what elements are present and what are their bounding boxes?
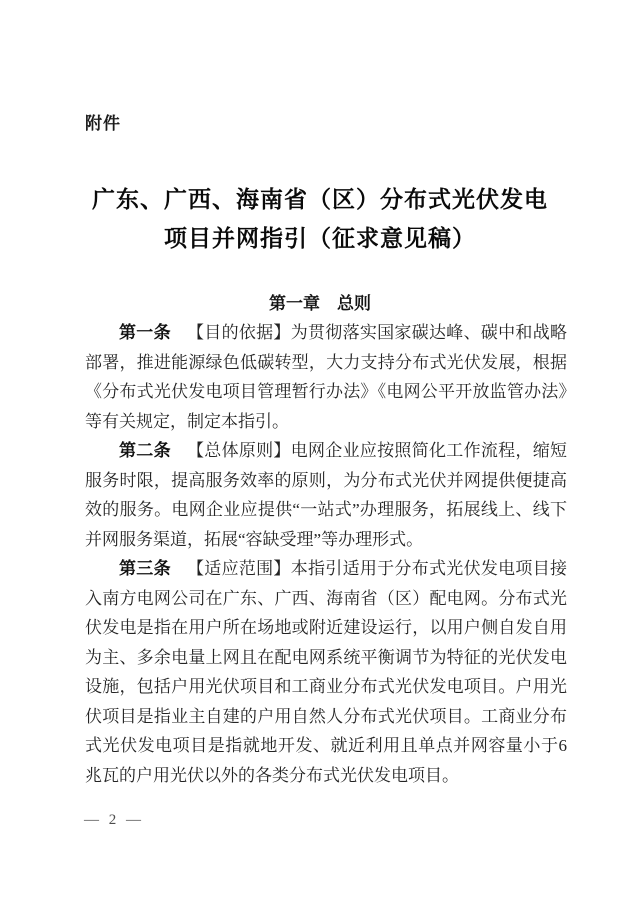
article-body	[85, 318, 567, 790]
article-3-text: 【适应范围】本指引适用于分布式光伏发电项目接入南方电网公司在广东、广西、海南省（区）配电网。分布式光伏发电是指在用户所在场地或附近建设运行，以用户侧自发自用为主、多余电量上网且在配电网系统平衡调节为特征的光伏发电设施，包括户用光伏项目和工商业分布式光伏发电项目。户用光伏项目是指业主自建的户用自然人分布式光伏项目。工商业分布式光伏发电项目是指就地开发、就近利用且单点并网容量小于6兆瓦的户用光伏以外的各类分布式光伏发电项目。	[85, 559, 568, 785]
attachment-label: 附件	[85, 114, 121, 133]
document-title-line1: 广东、广西、海南省（区）分布式光伏发电	[92, 187, 548, 212]
article-2-text: 【总体原则】电网企业应按照简化工作流程，缩短服务时限，提高服务效率的原则，为分布式光伏并网提供便捷高效的服务。电网企业应提供“一站式”办理服务，拓展线上、线下并网服务渠道，拓展“容缺受理”等办理形式。	[85, 441, 568, 549]
document-title	[0, 180, 640, 258]
article-1	[85, 318, 567, 436]
article-3-label: 第三条	[119, 559, 171, 578]
article-1-label: 第一条	[119, 323, 171, 342]
article-2	[85, 436, 567, 554]
article-2-label: 第二条	[119, 441, 171, 460]
page-number: — 2 —	[84, 812, 144, 828]
article-3	[85, 554, 567, 790]
document-title-line2: 项目并网指引（征求意见稿）	[164, 226, 476, 251]
article-1-text: 【目的依据】为贯彻落实国家碳达峰、碳中和战略部署，推进能源绿色低碳转型，大力支持分布式光伏发展，根据《分布式光伏发电项目管理暂行办法》《电网公平开放监管办法》等有关规定，制定本指引。	[85, 323, 568, 431]
chapter-heading: 第一章 总则	[269, 294, 371, 313]
